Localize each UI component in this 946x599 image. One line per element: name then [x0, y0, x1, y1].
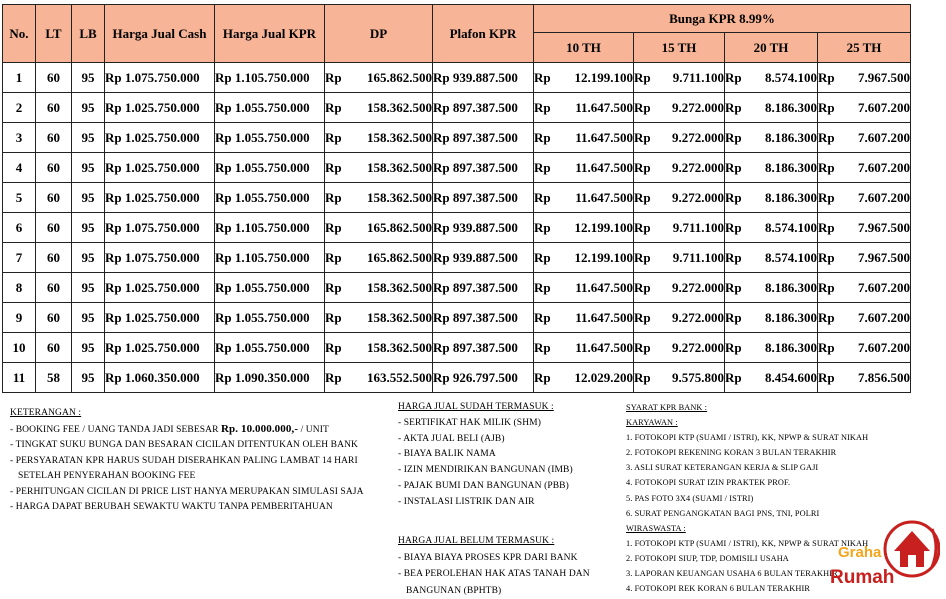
- currency-label: Rp: [725, 69, 742, 85]
- table-row: [3, 153, 911, 183]
- currency-label: Rp: [325, 129, 342, 145]
- termasuk-item: - INSTALASI LISTRIK DAN AIR: [398, 496, 535, 507]
- cell-15th: [634, 93, 725, 123]
- amount-value: 9.272.000: [672, 279, 724, 295]
- cell-20th: [725, 243, 818, 273]
- cell-lb: 95: [72, 183, 105, 213]
- currency-label: Rp: [325, 339, 342, 355]
- cell-10th: [534, 213, 634, 243]
- cell-10th: [534, 273, 634, 303]
- amount-value: 7.607.200: [858, 159, 910, 175]
- cell-harga-kpr: Rp 1.105.750.000: [215, 63, 325, 93]
- karyawan-item: 5. PAS FOTO 3X4 (SUAMI / ISTRI): [626, 493, 754, 503]
- amount-value: 8.186.300: [765, 339, 817, 355]
- cell-20th: [725, 273, 818, 303]
- currency-label: Rp: [534, 129, 551, 145]
- cell-25th: [818, 303, 911, 333]
- amount-value: 8.186.300: [765, 279, 817, 295]
- cell-20th: [725, 363, 818, 393]
- amount-value: 163.552.500: [367, 369, 432, 385]
- cell-10th: [534, 153, 634, 183]
- header-bunga: Bunga KPR 8.99%: [534, 5, 911, 33]
- cell-plafon: Rp 897.387.500: [433, 153, 534, 183]
- table-row: [3, 333, 911, 363]
- amount-value: 8.186.300: [765, 309, 817, 325]
- cell-25th: [818, 363, 911, 393]
- cell-25th: [818, 93, 911, 123]
- cell-15th: [634, 303, 725, 333]
- amount-value: 9.272.000: [672, 189, 724, 205]
- cell-dp: [325, 213, 433, 243]
- cell-10th: [534, 303, 634, 333]
- header-lb: LB: [72, 5, 105, 63]
- amount-value: 9.272.000: [672, 339, 724, 355]
- cell-15th: [634, 183, 725, 213]
- graha-rumah-logo: [828, 511, 940, 595]
- cell-no: 4: [3, 153, 36, 183]
- cell-lb: 95: [72, 333, 105, 363]
- cell-lb: 95: [72, 273, 105, 303]
- house-door-icon: [908, 555, 916, 567]
- keterangan-title: KETERANGAN :: [10, 408, 82, 418]
- cell-lt: 60: [36, 273, 72, 303]
- wiraswasta-item: 4. FOTOKOPI REK KORAN 6 BULAN TERAKHIR: [626, 584, 810, 594]
- currency-label: Rp: [534, 69, 551, 85]
- cell-plafon: Rp 939.887.500: [433, 213, 534, 243]
- cell-harga-kpr: Rp 1.105.750.000: [215, 243, 325, 273]
- karyawan-item: 3. ASLI SURAT KETERANGAN KERJA & SLIP GAJI: [626, 463, 819, 473]
- currency-label: Rp: [818, 129, 835, 145]
- cell-10th: [534, 123, 634, 153]
- karyawan-item: 6. SURAT PENGANGKATAN BAGI PNS, TNI, POLRI: [626, 508, 820, 518]
- amount-value: 8.186.300: [765, 159, 817, 175]
- cell-lt: 60: [36, 153, 72, 183]
- karyawan-item: 2. FOTOKOPI REKENING KORAN 3 BULAN TERAKHIR: [626, 448, 837, 458]
- keterangan-item: - TINGKAT SUKU BUNGA DAN BESARAN CICILAN DITENTUKAN OLEH BANK: [10, 440, 359, 450]
- cell-harga-cash: Rp 1.025.750.000: [105, 123, 215, 153]
- cell-lt: 60: [36, 213, 72, 243]
- amount-value: 158.362.500: [367, 99, 432, 115]
- termasuk-item: - AKTA JUAL BELI (AJB): [398, 433, 505, 444]
- currency-label: Rp: [818, 309, 835, 325]
- price-list-table: [2, 4, 911, 393]
- amount-value: 7.967.500: [858, 249, 910, 265]
- currency-label: Rp: [818, 99, 835, 115]
- currency-label: Rp: [725, 159, 742, 175]
- cell-lt: 60: [36, 303, 72, 333]
- cell-plafon: Rp 897.387.500: [433, 273, 534, 303]
- amount-value: 8.574.100: [765, 69, 817, 85]
- cell-dp: [325, 93, 433, 123]
- currency-label: Rp: [818, 339, 835, 355]
- cell-25th: [818, 213, 911, 243]
- cell-harga-cash: Rp 1.025.750.000: [105, 303, 215, 333]
- currency-label: Rp: [725, 219, 742, 235]
- cell-25th: [818, 153, 911, 183]
- belum-item: BANGUNAN (BPHTB): [406, 585, 502, 596]
- cell-lb: 95: [72, 153, 105, 183]
- currency-label: Rp: [818, 219, 835, 235]
- cell-dp: [325, 363, 433, 393]
- amount-value: 7.607.200: [858, 339, 910, 355]
- cell-lt: 60: [36, 243, 72, 273]
- cell-20th: [725, 303, 818, 333]
- currency-label: Rp: [634, 69, 651, 85]
- table-row: [3, 273, 911, 303]
- keterangan-item: SETELAH PENYERAHAN BOOKING FEE: [18, 471, 196, 481]
- currency-label: Rp: [725, 129, 742, 145]
- logo-text-graha: Graha: [838, 544, 882, 561]
- cell-no: 8: [3, 273, 36, 303]
- cell-plafon: Rp 897.387.500: [433, 93, 534, 123]
- cell-20th: [725, 153, 818, 183]
- currency-label: Rp: [634, 339, 651, 355]
- amount-value: 165.862.500: [367, 69, 432, 85]
- amount-value: 9.711.100: [672, 249, 724, 265]
- currency-label: Rp: [725, 369, 742, 385]
- amount-value: 8.574.100: [765, 219, 817, 235]
- cell-dp: [325, 273, 433, 303]
- amount-value: 11.647.500: [575, 309, 633, 325]
- cell-lt: 60: [36, 333, 72, 363]
- amount-value: 7.607.200: [858, 309, 910, 325]
- amount-value: 7.856.500: [858, 369, 910, 385]
- cell-20th: [725, 63, 818, 93]
- cell-lb: 95: [72, 63, 105, 93]
- booking-amount: Rp. 10.000.000,-: [221, 422, 299, 435]
- cell-no: 2: [3, 93, 36, 123]
- cell-10th: [534, 63, 634, 93]
- cell-harga-kpr: Rp 1.055.750.000: [215, 183, 325, 213]
- currency-label: Rp: [818, 249, 835, 265]
- cell-25th: [818, 273, 911, 303]
- currency-label: Rp: [818, 279, 835, 295]
- currency-label: Rp: [534, 249, 551, 265]
- cell-harga-kpr: Rp 1.105.750.000: [215, 213, 325, 243]
- cell-harga-cash: Rp 1.025.750.000: [105, 93, 215, 123]
- cell-no: 6: [3, 213, 36, 243]
- cell-harga-cash: Rp 1.075.750.000: [105, 63, 215, 93]
- currency-label: Rp: [534, 309, 551, 325]
- cell-10th: [534, 243, 634, 273]
- amount-value: 165.862.500: [367, 219, 432, 235]
- price-rows: [3, 63, 911, 393]
- currency-label: Rp: [534, 189, 551, 205]
- amount-value: 11.647.500: [575, 339, 633, 355]
- cell-no: 1: [3, 63, 36, 93]
- cell-lt: 60: [36, 63, 72, 93]
- amount-value: 11.647.500: [575, 159, 633, 175]
- cell-plafon: Rp 939.887.500: [433, 63, 534, 93]
- cell-20th: [725, 93, 818, 123]
- table-row: [3, 243, 911, 273]
- cell-20th: [725, 183, 818, 213]
- header-15th: 15 TH: [634, 33, 725, 63]
- cell-25th: [818, 243, 911, 273]
- cell-15th: [634, 213, 725, 243]
- karyawan-title: KARYAWAN :: [626, 418, 678, 428]
- termasuk-section: [398, 400, 573, 511]
- cell-harga-kpr: Rp 1.055.750.000: [215, 93, 325, 123]
- cell-harga-cash: Rp 1.025.750.000: [105, 153, 215, 183]
- amount-value: 158.362.500: [367, 339, 432, 355]
- cell-10th: [534, 333, 634, 363]
- cell-lb: 95: [72, 93, 105, 123]
- cell-10th: [534, 363, 634, 393]
- cell-lb: 95: [72, 123, 105, 153]
- cell-harga-cash: Rp 1.025.750.000: [105, 273, 215, 303]
- amount-value: 7.967.500: [858, 69, 910, 85]
- cell-15th: [634, 363, 725, 393]
- currency-label: Rp: [634, 99, 651, 115]
- cell-plafon: Rp 926.797.500: [433, 363, 534, 393]
- currency-label: Rp: [534, 99, 551, 115]
- amount-value: 12.029.200: [574, 369, 633, 385]
- currency-label: Rp: [725, 99, 742, 115]
- cell-plafon: Rp 897.387.500: [433, 123, 534, 153]
- currency-label: Rp: [325, 219, 342, 235]
- termasuk-item: - SERTIFIKAT HAK MILIK (SHM): [398, 417, 541, 428]
- amount-value: 9.711.100: [672, 69, 724, 85]
- cell-25th: [818, 183, 911, 213]
- currency-label: Rp: [818, 69, 835, 85]
- amount-value: 12.199.100: [574, 219, 633, 235]
- currency-label: Rp: [634, 219, 651, 235]
- cell-harga-kpr: Rp 1.055.750.000: [215, 333, 325, 363]
- header-harga-kpr: Harga Jual KPR: [215, 5, 325, 63]
- cell-15th: [634, 273, 725, 303]
- cell-harga-kpr: Rp 1.090.350.000: [215, 363, 325, 393]
- cell-plafon: Rp 897.387.500: [433, 183, 534, 213]
- karyawan-item: 4. FOTOKOPI SURAT IZIN PRAKTEK PROF.: [626, 478, 791, 488]
- belum-item: - BIAYA BIAYA PROSES KPR DARI BANK: [398, 552, 578, 563]
- cell-15th: [634, 243, 725, 273]
- currency-label: Rp: [325, 189, 342, 205]
- cell-harga-kpr: Rp 1.055.750.000: [215, 303, 325, 333]
- amount-value: 9.575.800: [672, 369, 724, 385]
- currency-label: Rp: [534, 369, 551, 385]
- cell-harga-cash: Rp 1.075.750.000: [105, 243, 215, 273]
- termasuk-item: - IZIN MENDIRIKAN BANGUNAN (IMB): [398, 465, 573, 476]
- currency-label: Rp: [725, 189, 742, 205]
- wiraswasta-title: WIRASWASTA :: [626, 523, 686, 533]
- table-row: [3, 93, 911, 123]
- cell-10th: [534, 183, 634, 213]
- cell-no: 3: [3, 123, 36, 153]
- currency-label: Rp: [634, 369, 651, 385]
- booking-suffix: / UNIT: [298, 424, 329, 435]
- currency-label: Rp: [818, 159, 835, 175]
- cell-15th: [634, 63, 725, 93]
- cell-15th: [634, 333, 725, 363]
- amount-value: 7.607.200: [858, 129, 910, 145]
- cell-lb: 95: [72, 303, 105, 333]
- amount-value: 8.186.300: [765, 129, 817, 145]
- table-row: [3, 363, 911, 393]
- termasuk-title: HARGA JUAL SUDAH TERMASUK :: [398, 402, 554, 412]
- cell-15th: [634, 123, 725, 153]
- currency-label: Rp: [325, 159, 342, 175]
- header-plafon: Plafon KPR: [433, 5, 534, 63]
- header-lt: LT: [36, 5, 72, 63]
- amount-value: 7.967.500: [858, 219, 910, 235]
- cell-dp: [325, 303, 433, 333]
- amount-value: 11.647.500: [575, 129, 633, 145]
- logo-text-rumah: Rumah: [830, 567, 895, 588]
- cell-no: 5: [3, 183, 36, 213]
- currency-label: Rp: [634, 129, 651, 145]
- currency-label: Rp: [634, 159, 651, 175]
- header-20th: 20 TH: [725, 33, 818, 63]
- cell-dp: [325, 153, 433, 183]
- amount-value: 8.186.300: [765, 189, 817, 205]
- header-dp: DP: [325, 5, 433, 63]
- currency-label: Rp: [725, 279, 742, 295]
- currency-label: Rp: [325, 309, 342, 325]
- amount-value: 158.362.500: [367, 279, 432, 295]
- keterangan-section: [10, 406, 364, 516]
- table-row: [3, 213, 911, 243]
- cell-no: 9: [3, 303, 36, 333]
- currency-label: Rp: [818, 189, 835, 205]
- amount-value: 9.272.000: [672, 159, 724, 175]
- wiraswasta-item: 3. LAPORAN KEUANGAN USAHA 6 BULAN TERAKHIR: [626, 569, 838, 579]
- amount-value: 165.862.500: [367, 249, 432, 265]
- wiraswasta-item: 2. FOTOKOPI SIUP, TDP, DOMISILI USAHA: [626, 553, 789, 563]
- header-harga-cash: Harga Jual Cash: [105, 5, 215, 63]
- amount-value: 9.272.000: [672, 99, 724, 115]
- cell-harga-cash: Rp 1.060.350.000: [105, 363, 215, 393]
- keterangan-item: - PERSYARATAN KPR HARUS SUDAH DISERAHKAN PALING LAMBAT 14 HARI: [10, 455, 358, 466]
- cell-20th: [725, 213, 818, 243]
- termasuk-item: - BIAYA BALIK NAMA: [398, 449, 496, 460]
- cell-harga-cash: Rp 1.025.750.000: [105, 183, 215, 213]
- currency-label: Rp: [325, 69, 342, 85]
- currency-label: Rp: [325, 279, 342, 295]
- amount-value: 7.607.200: [858, 99, 910, 115]
- amount-value: 9.272.000: [672, 309, 724, 325]
- amount-value: 8.186.300: [765, 99, 817, 115]
- cell-dp: [325, 183, 433, 213]
- amount-value: 9.272.000: [672, 129, 724, 145]
- cell-no: 10: [3, 333, 36, 363]
- karyawan-item: 1. FOTOKOPI KTP (SUAMI / ISTRI), KK, NPWP & SURAT NIKAH: [626, 433, 869, 443]
- belum-title: HARGA JUAL BELUM TERMASUK :: [398, 536, 555, 546]
- belum-item: - BEA PEROLEHAN HAK ATAS TANAH DAN: [398, 569, 590, 579]
- currency-label: Rp: [534, 279, 551, 295]
- cell-lt: 60: [36, 183, 72, 213]
- amount-value: 158.362.500: [367, 189, 432, 205]
- keterangan-booking: [10, 422, 364, 439]
- currency-label: Rp: [634, 189, 651, 205]
- amount-value: 11.647.500: [575, 189, 633, 205]
- header-25th: 25 TH: [818, 33, 911, 63]
- belum-termasuk-section: [398, 533, 590, 599]
- booking-text: - BOOKING FEE / UANG TANDA JADI SEBESAR: [10, 424, 222, 435]
- cell-15th: [634, 153, 725, 183]
- currency-label: Rp: [325, 249, 342, 265]
- cell-dp: [325, 333, 433, 363]
- cell-plafon: Rp 897.387.500: [433, 303, 534, 333]
- cell-lt: 60: [36, 93, 72, 123]
- cell-20th: [725, 333, 818, 363]
- table-row: [3, 303, 911, 333]
- cell-harga-kpr: Rp 1.055.750.000: [215, 153, 325, 183]
- currency-label: Rp: [634, 249, 651, 265]
- cell-harga-kpr: Rp 1.055.750.000: [215, 123, 325, 153]
- amount-value: 11.647.500: [575, 279, 633, 295]
- syarat-title: SYARAT KPR BANK :: [626, 403, 708, 412]
- cell-plafon: Rp 897.387.500: [433, 333, 534, 363]
- cell-10th: [534, 93, 634, 123]
- header-10th: 10 TH: [534, 33, 634, 63]
- amount-value: 8.454.600: [765, 369, 817, 385]
- termasuk-item: - PAJAK BUMI DAN BANGUNAN (PBB): [398, 480, 569, 491]
- amount-value: 158.362.500: [367, 309, 432, 325]
- currency-label: Rp: [534, 339, 551, 355]
- amount-value: 8.574.100: [765, 249, 817, 265]
- cell-harga-cash: Rp 1.025.750.000: [105, 333, 215, 363]
- currency-label: Rp: [634, 279, 651, 295]
- cell-no: 11: [3, 363, 36, 393]
- cell-20th: [725, 123, 818, 153]
- currency-label: Rp: [325, 369, 342, 385]
- table-row: [3, 63, 911, 93]
- cell-dp: [325, 123, 433, 153]
- amount-value: 9.711.100: [672, 219, 724, 235]
- cell-plafon: Rp 939.887.500: [433, 243, 534, 273]
- currency-label: Rp: [325, 99, 342, 115]
- currency-label: Rp: [634, 309, 651, 325]
- keterangan-item: - PERHITUNGAN CICILAN DI PRICE LIST HANYA MERUPAKAN SIMULASI SAJA: [10, 486, 364, 497]
- table-row: [3, 183, 911, 213]
- cell-dp: [325, 63, 433, 93]
- keterangan-item: - HARGA DAPAT BERUBAH SEWAKTU WAKTU TANPA PEMBERITAHUAN: [10, 502, 333, 512]
- amount-value: 12.199.100: [574, 69, 633, 85]
- amount-value: 12.199.100: [574, 249, 633, 265]
- cell-lt: 58: [36, 363, 72, 393]
- amount-value: 158.362.500: [367, 159, 432, 175]
- cell-no: 7: [3, 243, 36, 273]
- cell-lt: 60: [36, 123, 72, 153]
- cell-harga-cash: Rp 1.075.750.000: [105, 213, 215, 243]
- currency-label: Rp: [818, 369, 835, 385]
- cell-25th: [818, 333, 911, 363]
- header-no: No.: [3, 5, 36, 63]
- table-row: [3, 123, 911, 153]
- amount-value: 158.362.500: [367, 129, 432, 145]
- cell-lb: 95: [72, 213, 105, 243]
- cell-lb: 95: [72, 243, 105, 273]
- currency-label: Rp: [725, 339, 742, 355]
- cell-dp: [325, 243, 433, 273]
- amount-value: 7.607.200: [858, 279, 910, 295]
- currency-label: Rp: [725, 249, 742, 265]
- amount-value: 7.607.200: [858, 189, 910, 205]
- currency-label: Rp: [534, 219, 551, 235]
- wiraswasta-item: 1. FOTOKOPI KTP (SUAMI / ISTRI), KK, NPWP & SURAT NIKAH: [626, 538, 869, 548]
- currency-label: Rp: [534, 159, 551, 175]
- amount-value: 11.647.500: [575, 99, 633, 115]
- cell-lb: 95: [72, 363, 105, 393]
- cell-25th: [818, 63, 911, 93]
- cell-harga-kpr: Rp 1.055.750.000: [215, 273, 325, 303]
- cell-25th: [818, 123, 911, 153]
- currency-label: Rp: [725, 309, 742, 325]
